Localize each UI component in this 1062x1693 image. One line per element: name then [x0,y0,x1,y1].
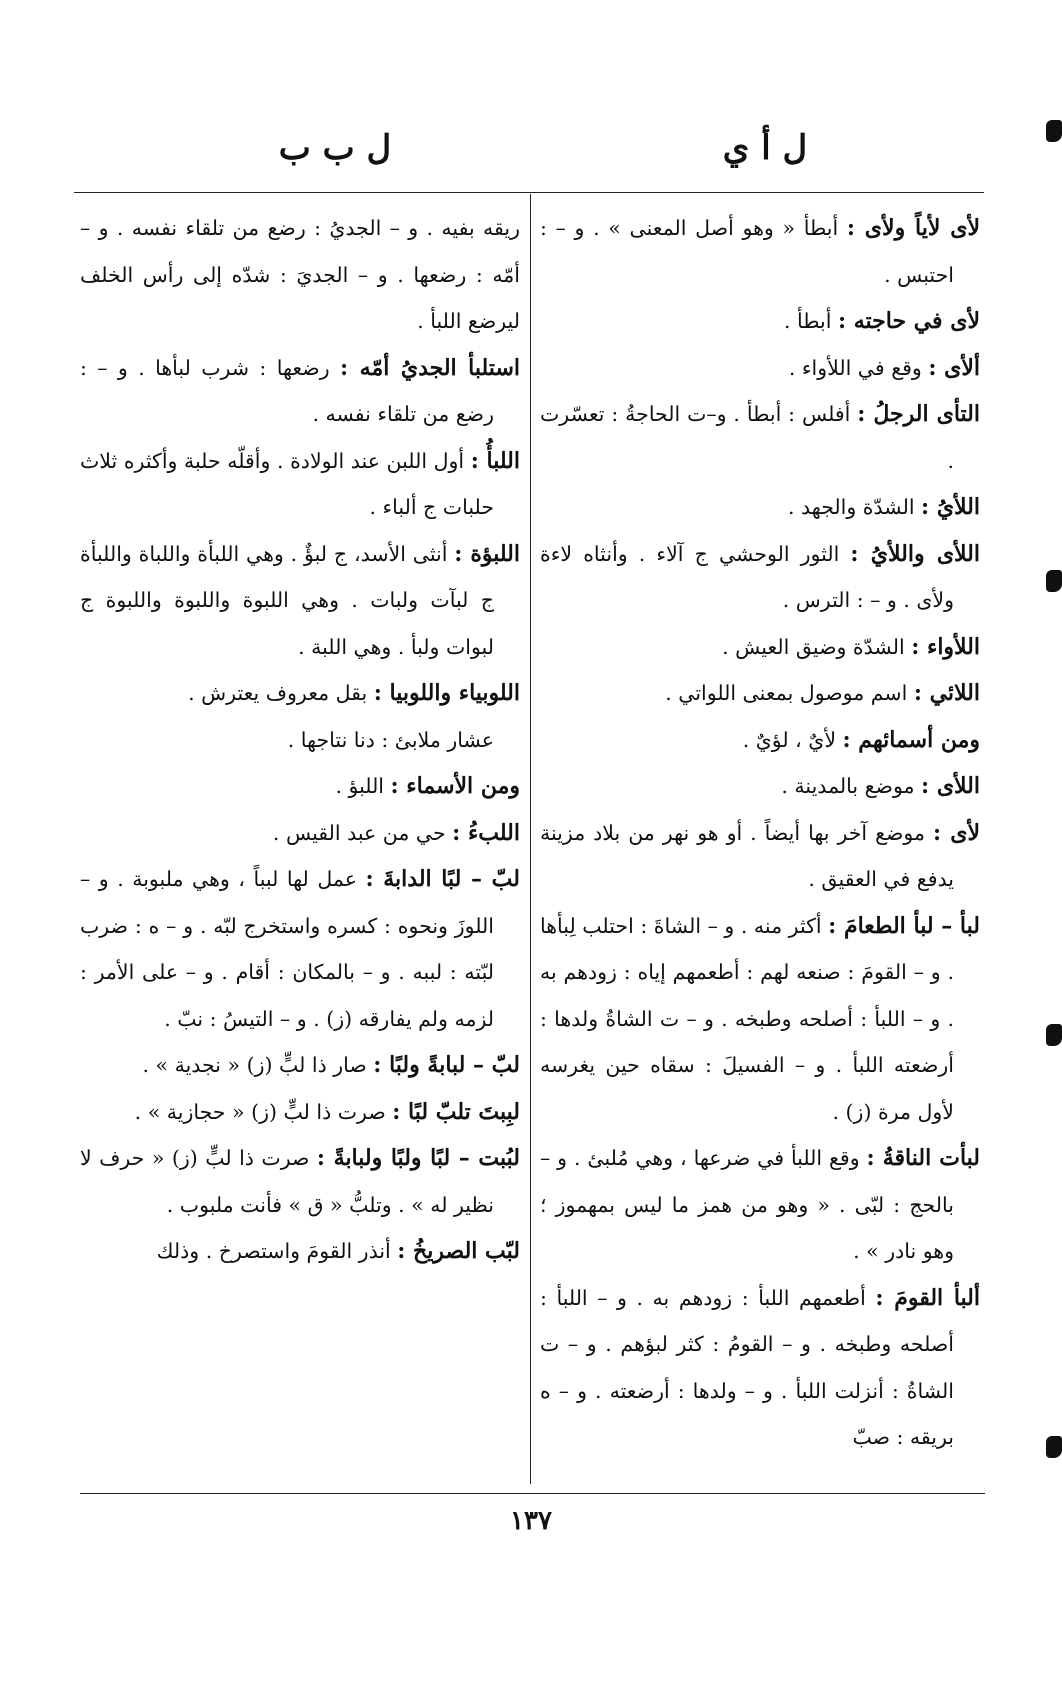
entry-definition: أبطأ . [783,309,838,333]
dictionary-entry [540,391,980,484]
entry-headword: اللبأُ : [470,447,520,474]
dictionary-entry [80,531,520,671]
entry-headword: اللأى واللأيُ : [850,540,980,567]
entry-definition: الشدّة والجهد . [787,495,922,519]
entry-definition: الشدّة وضيق العيش . [722,634,912,659]
entry-headword: استلبأ الجديُ أمّه : [340,354,520,381]
dictionary-entry [540,1135,980,1275]
right-column [540,205,980,1485]
entry-headword: اللائي : [913,680,980,706]
dictionary-entry [80,345,520,438]
entry-definition: صرت ذا لبٍّ (ز) « حجازية » . [134,1099,393,1124]
entry-headword: اللأيُ : [921,494,980,520]
dictionary-entry [540,670,980,717]
dictionary-entry [80,438,520,531]
dictionary-entry [540,298,980,345]
entry-headword: لأى لأياً ولأى : [846,215,980,241]
dictionary-entry [540,624,980,671]
margin-mark [1046,1024,1062,1046]
dictionary-entry [540,763,980,810]
dictionary-entry [540,205,980,298]
entry-definition: صار ذا لبٍّ (ز) « نجدية » . [142,1053,374,1077]
entry-headword: لبّ – لبًا الدابةَ : [365,866,520,892]
entry-definition: عشار ملابئ : دنا نتاجها . [287,727,494,752]
entry-definition: لأيٌ ، لؤيٌ . [742,727,843,752]
margin-mark [1046,570,1062,592]
entry-headword: لبُبت – لبًا ولبًا ولبابةً : [316,1145,520,1171]
dictionary-entry [540,345,980,392]
margin-mark [1046,120,1062,142]
entry-definition: أطعمهم اللبأ : زودهم به . و – اللبأ : أصلحه وطبخه . و – القومُ : كثر لبؤهم . و – ت الشاةُ : أنزلت اللبأ . و – ولدها : أرضعته . و – ه بريقه : صبّ [540,1285,954,1449]
entry-definition: حي من عبد القيس . [272,820,453,845]
dictionary-entry [540,484,980,531]
entry-definition: رضعها : شرب لبأها . و – : رضع من تلقاء نفسه . [80,355,494,426]
entry-definition: موضع آخر بها أيضاً . أو هو نهر من بلاد مزينة يدفع في العقيق . [540,820,954,891]
entry-headword: ألأى : [928,354,980,381]
entry-headword: اللأى : [921,773,980,799]
entry-headword: التأى الرجلُ : [857,401,980,427]
dictionary-entry [540,717,980,764]
entry-headword: ألبأ القومَ : [875,1284,980,1311]
right-running-header: ل أ ي [722,128,808,168]
dictionary-entry [80,205,520,345]
dictionary-entry [80,670,520,717]
entry-definition: موضع بالمدينة . [781,774,922,798]
header-rule [74,192,984,193]
entry-definition: اسم موصول بمعنى اللواتي . [665,681,914,705]
entry-headword: ومن الأسماء : [390,773,520,799]
entry-headword: لأى في حاجته : [837,308,980,334]
dictionary-entry [540,903,980,1136]
entry-headword: اللأواء : [911,633,980,660]
entry-headword: لبأ – لبأ الطعامَ : [828,912,980,939]
entry-headword: لأى : [932,819,980,846]
margin-mark [1046,1436,1062,1458]
left-column [80,205,520,1485]
dictionary-entry [80,810,520,857]
entry-headword: لبأت الناقةُ : [866,1145,980,1171]
entry-definition: أكثر منه . و – الشاةَ : احتلب لِبأها . و – القومَ : صنعه لهم : أطعمهم إياه : زودهم به . و – اللبأ : أصلحه وطبخه . و – ت الشاةُ ولدها : أرضعته اللبأ . و – الفسيلَ : سقاه حين يغرسه لأول مرة (ز) . [540,913,954,1124]
dictionary-entry [80,1228,520,1275]
entry-definition: وقع اللبأ في ضرعها ، وهي مُلبئ . و – بالحج : لبّى . « وهو من همز ما ليس بمهموز ؛ وهو نادر » . [540,1146,954,1263]
entry-headword: اللبؤة : [454,540,520,567]
entry-headword: اللوبياء واللوبيا : [373,680,520,706]
dictionary-entry [540,531,980,624]
entry-definition: أنثى الأسد، ج لبؤٌ . وهي اللبأة واللباة واللبأة ج لبآت ولبات . وهي اللبوة واللبوة واللبوة ج لبوات ولبأ . وهي اللبة . [80,541,494,659]
dictionary-entry [80,1089,520,1136]
entry-definition: ريقه بفيه . و – الجديُ : رضع من تلقاء نفسه . و – أمّه : رضعها . و – الجديَ : شدّه إلى رأس الخلف ليرضع اللبأ . [80,216,520,333]
entry-headword: اللبءُ : [452,819,520,846]
footer-rule [80,1493,985,1494]
entry-headword: لبّ – لبابةً ولبًا : [373,1052,520,1078]
entry-definition: عمل لها لبباً ، وهي ملبوبة . و – اللوزَ ونحوه : كسره واستخرج لبّه . و – ه : ضرب لبّته : لببه . و – بالمكان : أقام . و – على الأمر : لزمه ولم يفارقه (ز) . و – التيسُ : نبّ . [80,867,494,1031]
entry-definition: بقل معروف يعترش . [188,681,374,705]
entry-definition: أنذر القومَ واستصرخ . وذلك [156,1239,398,1263]
page-number: ١٣٧ [510,1506,552,1536]
entry-headword: لبِبتَ تلبّ لبًا : [392,1098,520,1125]
column-divider [530,194,531,1484]
entry-definition: صرت ذا لبٍّ (ز) « حرف لا نظير له » . وتلبُّ « ق » فأنت ملبوب . [80,1146,494,1217]
entry-definition: اللبؤ . [335,774,391,798]
entry-headword: ومن أسمائهم : [842,726,980,753]
left-running-header: ل ب ب [278,128,392,168]
entry-definition: أبطأ « وهو أصل المعنى » . و – : احتبس . [540,216,954,287]
dictionary-entry [80,1135,520,1228]
dictionary-entry [80,856,520,1042]
entry-headword: لبّب الصريخُ : [397,1238,520,1264]
entry-definition: الثور الوحشي ج آلاء . وأنثاه لاءة ولأى . و – : الترس . [540,541,954,612]
dictionary-entry [80,763,520,810]
dictionary-entry [80,717,520,764]
dictionary-entry [80,1042,520,1089]
dictionary-entry [540,1275,980,1461]
entry-definition: أفلس : أبطأ . و–ت الحاجةُ : تعسّرت . [540,402,954,473]
entry-definition: أول اللبن عند الولادة . وأقلّه حلبة وأكثره ثلاث حلبات ج ألباء . [80,448,494,519]
dictionary-entry [540,810,980,903]
entry-definition: وقع في اللأواء . [788,355,929,380]
